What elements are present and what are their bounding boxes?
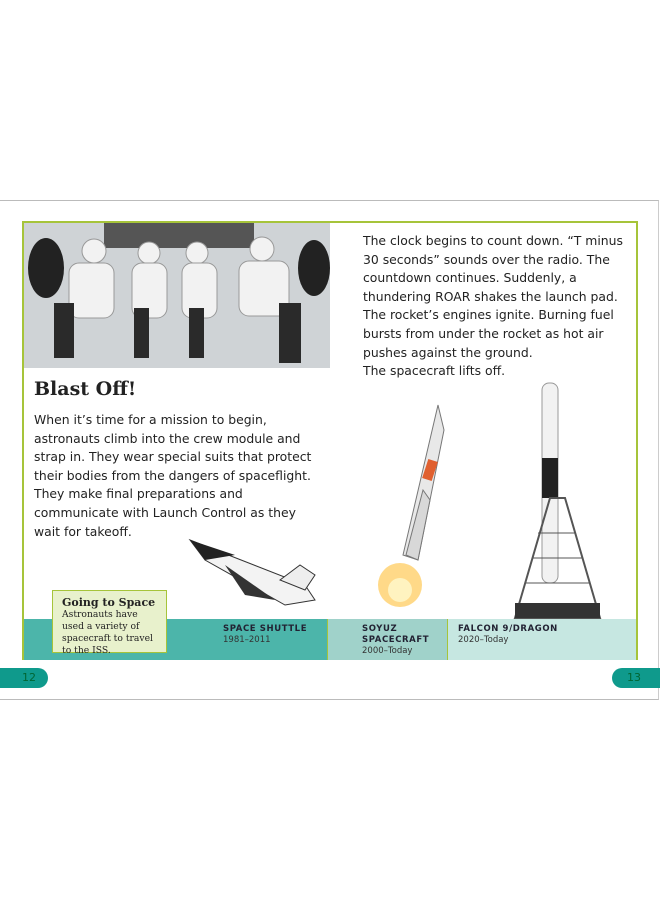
- liftoff-line: The spacecraft lifts off.: [363, 363, 506, 379]
- page-number-right: 13: [612, 668, 660, 688]
- timeline-name: SPACE SHUTTLE: [223, 624, 308, 634]
- timeline-falcon-9: [447, 619, 636, 660]
- falcon-9-rocket-image: [510, 378, 605, 620]
- timeline-dates: 1981–2011: [223, 635, 271, 645]
- section-heading: Blast Off!: [34, 378, 137, 400]
- astronauts-photo: [24, 223, 330, 368]
- timeline-name: FALCON 9/DRAGON: [458, 624, 558, 634]
- countdown-paragraph: The clock begins to count down. “T minus 30 seconds” sounds over the radio. The countdown continues. Suddenly, a thundering ROAR shakes the launch pad. The rocket’s engines ignite. Burning fuel bursts from under the rocket as hot air pushes against the ground.: [363, 233, 623, 360]
- going-to-space-note: [52, 590, 167, 656]
- page-number-left: 12: [0, 668, 48, 688]
- timeline-soyuz: [327, 619, 447, 660]
- note-title: Going to Space: [62, 596, 156, 609]
- left-body-text: When it’s time for a mission to begin, astronauts climb into the crew module and strap in. They wear special suits that protect their bodies from the dangers of spaceflight. They make final preparations and communicate with Launch Control as they wait for takeoff.: [34, 412, 312, 539]
- space-shuttle-image: [185, 535, 320, 615]
- timeline-name: SOYUZ SPACECRAFT: [362, 624, 430, 645]
- timeline-dates: 2020–Today: [458, 635, 509, 645]
- timeline-dates: 2000–Today: [362, 646, 413, 656]
- soyuz-rocket-image: [378, 400, 458, 620]
- note-text: Astronauts have used a variety of spacecraft to travel to the ISS.: [62, 609, 153, 656]
- right-body-text: [363, 232, 633, 381]
